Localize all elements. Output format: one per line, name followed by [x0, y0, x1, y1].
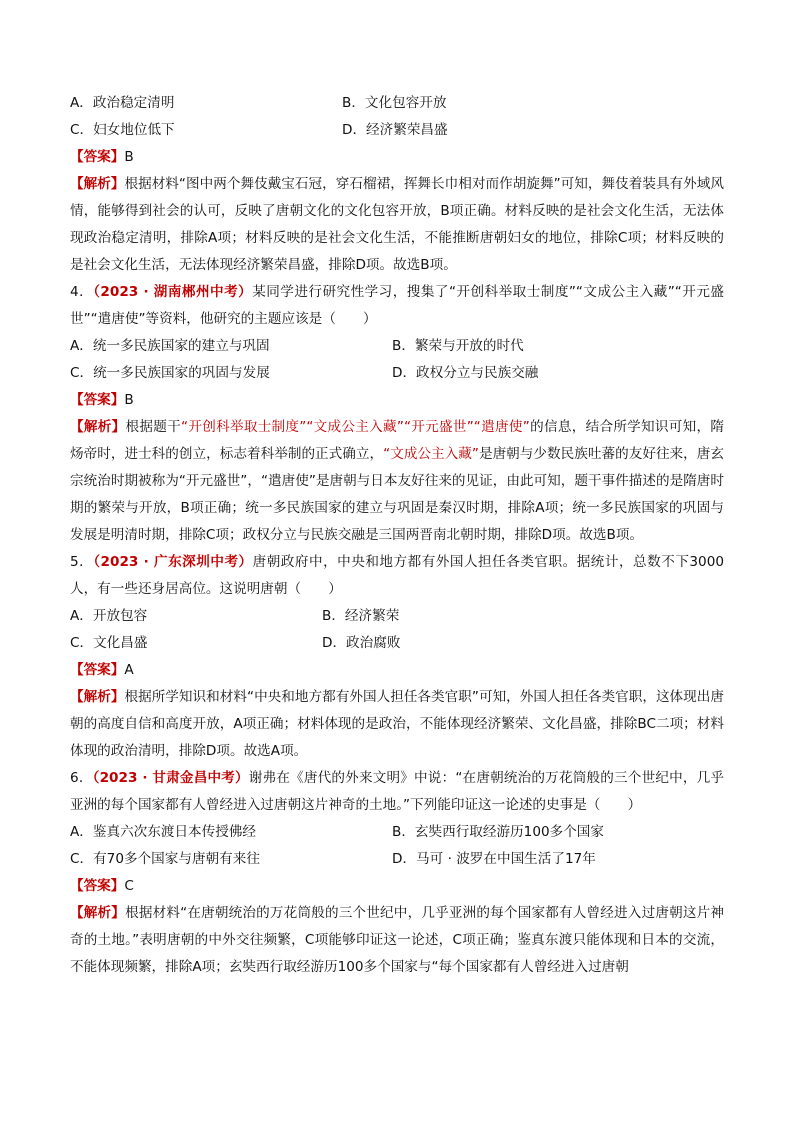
analysis-label: 【解析】 — [70, 419, 126, 435]
q3-option-c[interactable]: C．妇女地位低下 — [70, 122, 175, 138]
answer-value: A — [124, 662, 134, 678]
q3-analysis — [70, 171, 724, 279]
q6-option-b[interactable]: B．玄奘西行取经游历100多个国家 — [392, 824, 604, 840]
analysis-text-1: 根据题干 — [125, 419, 181, 435]
analysis-highlight-2: “文成公主入藏” — [383, 446, 479, 462]
q3-option-b[interactable]: B．文化包容开放 — [342, 95, 447, 111]
question-text: 唐朝政府中，中央和地方都有外国人担任各类官职。据统计，总数不下3000人，有一些还身居高位。这说明唐朝（ ） — [70, 554, 724, 597]
q4-option-d[interactable]: D．政权分立与民族交融 — [392, 365, 539, 381]
analysis-text-2: 的信息，结合所学知识可知，隋炀帝时，进士科的创立，标志着科举制的正式确立， — [70, 419, 725, 462]
answer-value: B — [124, 392, 134, 408]
question-source: （2023 · 甘肃金昌中考） — [92, 770, 249, 786]
q4-option-b[interactable]: B．繁荣与开放的时代 — [392, 338, 524, 354]
q4-option-a[interactable]: A．统一多民族国家的建立与巩固 — [70, 338, 270, 354]
q6-options-row-2 — [70, 846, 724, 873]
q4-analysis — [70, 414, 724, 549]
answer-value: C — [124, 878, 134, 894]
q3-answer — [70, 144, 724, 171]
q5-options-row-2 — [70, 630, 724, 657]
q6-option-c[interactable]: C．有70多个国家与唐朝有来往 — [70, 851, 260, 867]
analysis-text: 根据所学知识和材料“中央和地方都有外国人担任各类官职”可知，外国人担任各类官职，这体现出唐朝的高度自信和高度开放，A项正确；材料体现的是政治，不能体现经济繁荣、文化昌盛，排除BC二项；材料体现的政治清明，排除D项。故选A项。 — [70, 689, 724, 759]
q3-options-row-1 — [70, 90, 724, 117]
q5-options-row-1 — [70, 603, 724, 630]
analysis-label: 【解析】 — [70, 905, 126, 921]
answer-label: 【答案】 — [70, 392, 125, 408]
question-text: 谢弗在《唐代的外来文明》中说：“在唐朝统治的万花筒般的三个世纪中，几乎亚洲的每个国家都有人曾经进入过唐朝这片神奇的土地。”下列能印证这一论述的史事是（ ） — [70, 770, 725, 813]
q5-option-c[interactable]: C．文化昌盛 — [70, 635, 148, 651]
analysis-highlight-1: “开创科举取士制度”“文成公主入藏”“开元盛世”“遣唐使” — [181, 419, 530, 435]
question-source: （2023 · 湖南郴州中考） — [93, 284, 253, 300]
q5-option-d[interactable]: D．政治腐败 — [322, 635, 401, 651]
answer-label: 【答案】 — [70, 662, 125, 678]
analysis-label: 【解析】 — [70, 176, 125, 192]
analysis-text: 根据材料“图中两个舞伎戴宝石冠，穿石榴裙，挥舞长巾相对而作胡旋舞”可知，舞伎着装具有外域风情，能够得到社会的认可，反映了唐朝文化的文化包容开放，B项正确。材料反映的是社会文化生活，无法体现政治稳定清明，排除A项；材料反映的是社会文化生活，不能推断唐朝妇女的地位，排除C项；材料反映的是社会文化生活，无法体现经济繁荣昌盛，排除D项。故选B项。 — [70, 176, 724, 273]
q3-option-d[interactable]: D．经济繁荣昌盛 — [342, 122, 448, 138]
analysis-label: 【解析】 — [70, 689, 125, 705]
q4-stem — [70, 279, 724, 333]
question-number: 6． — [70, 770, 93, 786]
answer-label: 【答案】 — [70, 149, 125, 165]
q5-analysis — [70, 684, 724, 765]
q4-options-row-1 — [70, 333, 724, 360]
q6-options-row-1 — [70, 819, 724, 846]
q5-answer — [70, 657, 724, 684]
q4-answer — [70, 387, 724, 414]
question-number: 5． — [70, 554, 94, 570]
analysis-text: 根据材料“在唐朝统治的万花筒般的三个世纪中，几乎亚洲的每个国家都有人曾经进入过唐朝这片神奇的土地。”表明唐朝的中外交往频繁，C项能够印证这一论述，C项正确；鉴真东渡只能体现和日本的交流，不能体现频繁，排除A项；玄奘西行取经游历100多个国家与“每个国家都有人曾经进入过唐朝 — [70, 905, 724, 975]
q3-option-a[interactable]: A．政治稳定清明 — [70, 95, 175, 111]
question-source: （2023 · 广东深圳中考） — [93, 554, 253, 570]
question-text: 某同学进行研究性学习，搜集了“开创科举取士制度”“文成公主入藏”“开元盛世”“遣唐使”等资料，他研究的主题应该是（ ） — [70, 284, 724, 327]
q5-stem — [70, 549, 724, 603]
q6-option-a[interactable]: A．鉴真六次东渡日本传授佛经 — [70, 824, 257, 840]
analysis-text-3: 是唐朝与少数民族吐蕃的友好往来，唐玄宗统治时期被称为“开元盛世”，“遣唐使”是唐朝与日本友好往来的见证，由此可知，题干事件描述的是隋唐时期的繁荣与开放，B项正确；统一多民族国家的建立与巩固是秦汉时期，排除A项；统一多民族国家的巩固与发展是明清时期，排除C项；政权分立与民族交融是三国两晋南北朝时期，排除D项。故选B项。 — [70, 446, 724, 543]
question-number: 4． — [70, 284, 94, 300]
q6-stem — [70, 765, 724, 819]
document-page — [70, 90, 724, 981]
answer-label: 【答案】 — [70, 878, 125, 894]
q6-analysis — [70, 900, 724, 981]
q4-option-c[interactable]: C．统一多民族国家的巩固与发展 — [70, 365, 270, 381]
q6-option-d[interactable]: D．马可 · 波罗在中国生活了17年 — [392, 851, 596, 867]
q4-options-row-2 — [70, 360, 724, 387]
q3-options-row-2 — [70, 117, 724, 144]
q5-option-a[interactable]: A．开放包容 — [70, 608, 148, 624]
q5-option-b[interactable]: B．经济繁荣 — [322, 608, 400, 624]
answer-value: B — [124, 149, 134, 165]
q6-answer — [70, 873, 724, 900]
